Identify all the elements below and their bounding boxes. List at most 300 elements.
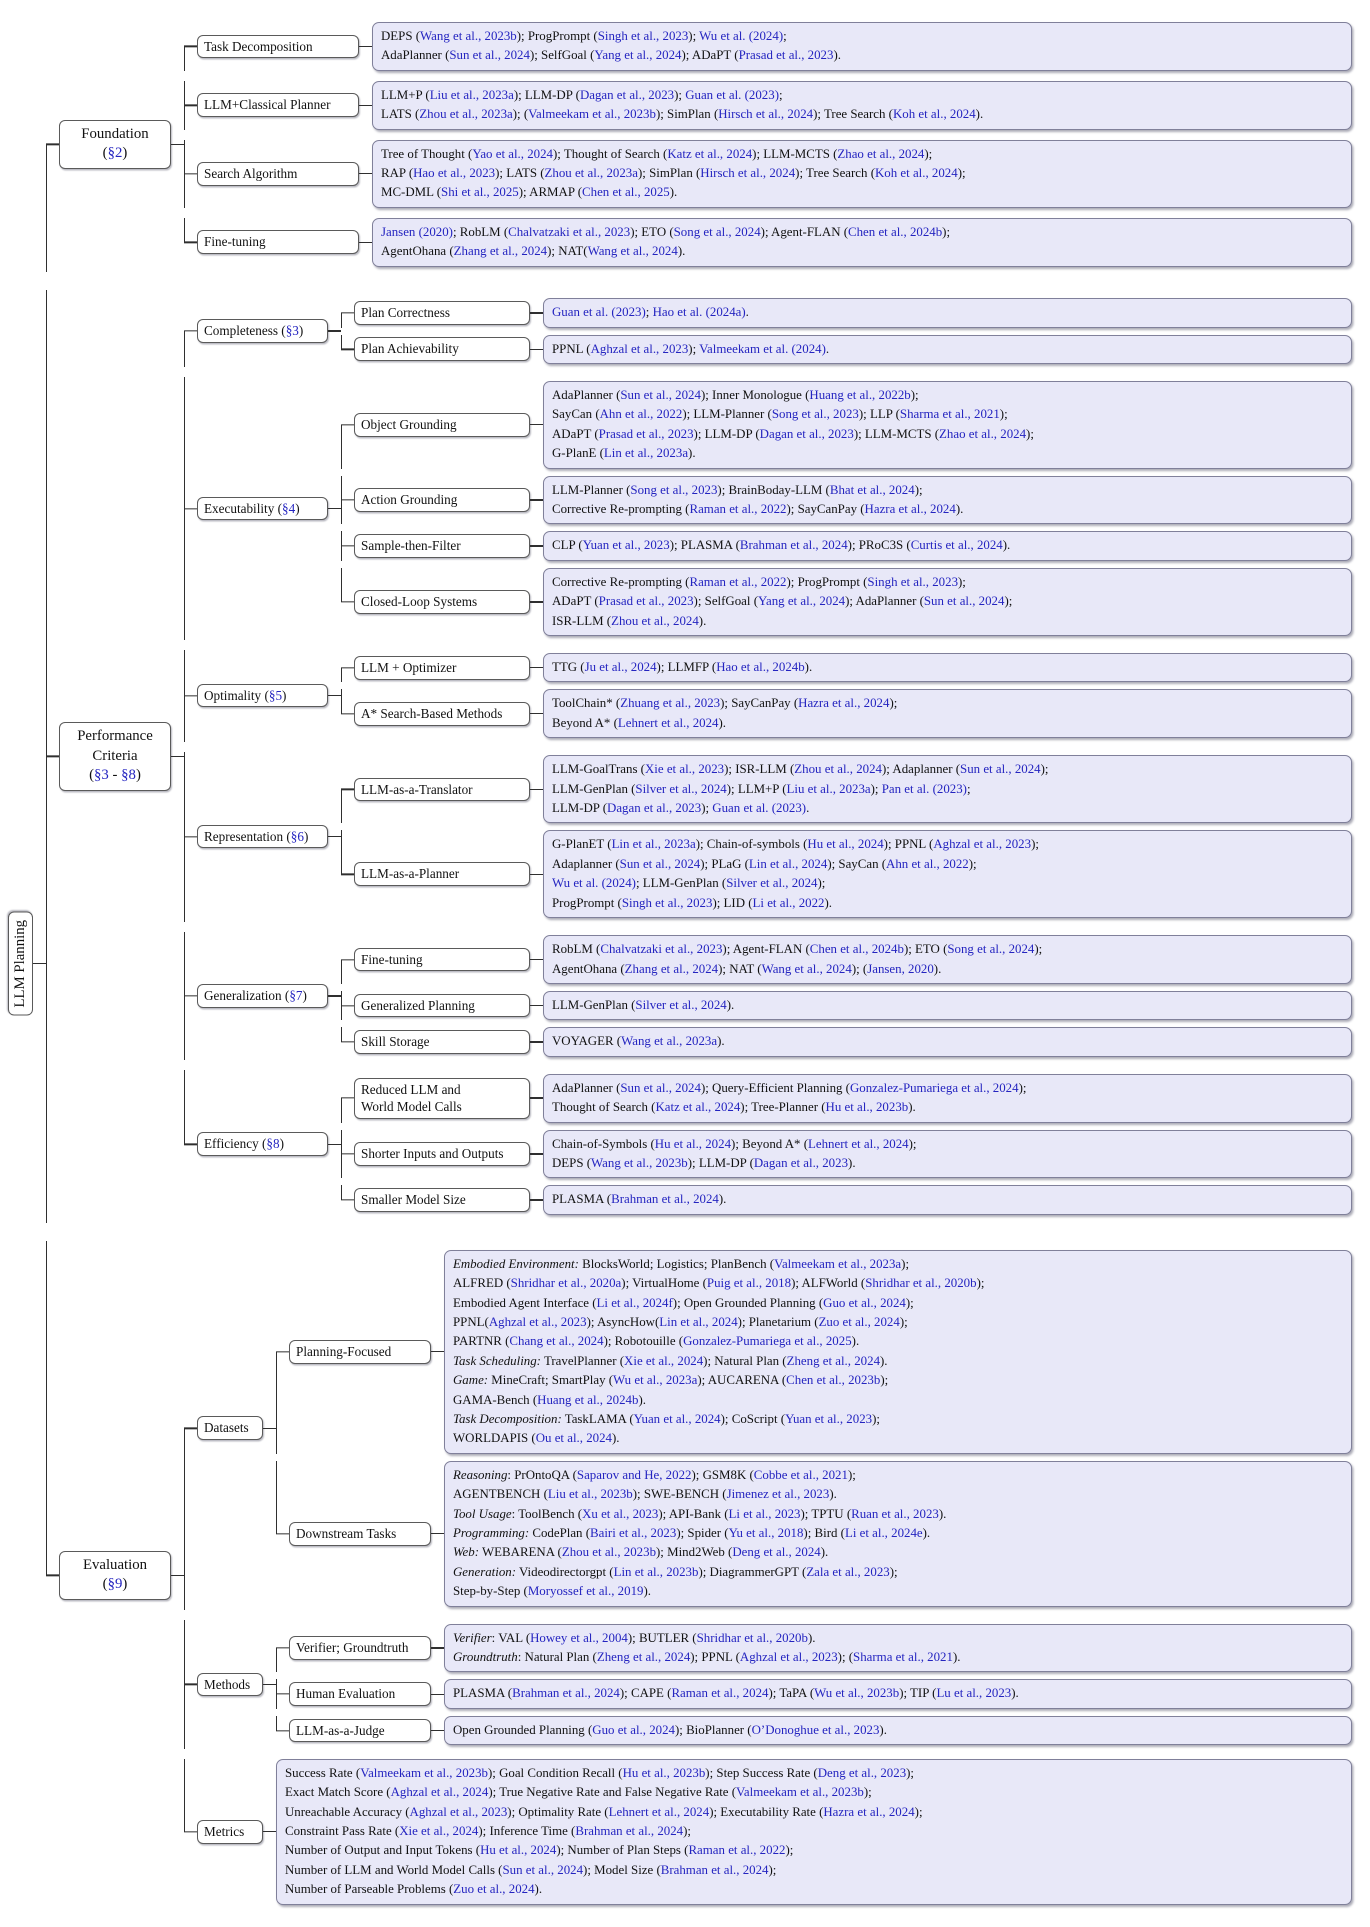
node-llm-optimizer <box>354 656 530 680</box>
citation-link[interactable]: Zhou et al., 2024 <box>794 762 883 777</box>
citation-line <box>381 46 1343 65</box>
connector-line <box>530 424 543 425</box>
plain-text: ); <box>901 1256 910 1271</box>
plain-text: ToolChain* ( <box>552 696 621 711</box>
node-shorter-inputs-and-outputs <box>354 1142 530 1166</box>
citation-link[interactable]: Katz et al., 2024 <box>667 146 753 161</box>
citation-link[interactable]: Valmeekam et al., 2023b <box>528 107 656 122</box>
branch-verifier-groundtruth <box>289 1624 1352 1673</box>
citation-link[interactable]: Huang et al., 2024b <box>537 1392 639 1407</box>
citations-action-grounding <box>543 476 1352 525</box>
plain-text: VOYAGER ( <box>552 1034 622 1049</box>
plain-text: CLP ( <box>552 538 583 553</box>
plain-text: ) <box>302 988 307 1004</box>
children-group <box>276 1620 1352 1749</box>
citation-link[interactable]: Shridhar et al., 2020a <box>510 1276 622 1291</box>
citation-line <box>552 855 1343 874</box>
tree-child <box>184 81 1352 130</box>
branch-fine-tuning <box>197 218 1352 267</box>
plain-text: ); <box>976 1276 985 1291</box>
citation-link[interactable]: Li et al., 2024e <box>844 1526 923 1541</box>
citation-link[interactable]: Yuan et al., 2023 <box>582 538 670 553</box>
citation-link[interactable]: Yang et al., 2024 <box>594 48 682 63</box>
plain-text: Shorter Inputs and Outputs <box>361 1146 504 1162</box>
category-label: Verifier <box>453 1630 492 1645</box>
plain-text: ); <box>908 1136 917 1151</box>
citation-line <box>453 1505 1343 1524</box>
citation-link[interactable]: Lehnert et al., 2024 <box>608 1804 710 1819</box>
citation-link[interactable]: Brahman et al., 2024 <box>611 1192 719 1207</box>
citation-link[interactable]: Brahman et al., 2024 <box>512 1686 620 1701</box>
citation-line <box>453 1721 1343 1740</box>
plain-text: ADaPT ( <box>552 426 599 441</box>
citation-link[interactable]: Dagan et al., 2023 <box>607 801 702 816</box>
citation-link[interactable]: Sun et al., 2024 <box>502 1862 584 1877</box>
citations-llm-classical-planner <box>372 81 1352 130</box>
node-label-line <box>204 233 352 251</box>
plain-text: : ToolBench ( <box>511 1506 583 1521</box>
citation-link[interactable]: §6 <box>290 828 304 844</box>
citation-link[interactable]: Yu et al., 2018 <box>728 1526 804 1541</box>
citation-link[interactable]: Aghzal et al., 2023 <box>739 1650 838 1665</box>
citation-link[interactable]: Zhou et al., 2023a <box>419 107 513 122</box>
citation-link[interactable]: §8 <box>121 767 136 784</box>
plain-text: Number of LLM and World Model Calls ( <box>285 1862 503 1877</box>
branch-llm-classical-planner <box>197 81 1352 130</box>
plain-text: ); AdaPlanner ( <box>845 594 924 609</box>
node-action-grounding <box>354 488 530 512</box>
citation-line <box>453 1648 1343 1667</box>
connector-line <box>530 349 543 350</box>
plain-text: Plan Correctness <box>361 305 450 321</box>
plain-text: Smaller Model Size <box>361 1192 466 1208</box>
citation-link[interactable]: Xie et al., 2024 <box>399 1824 479 1838</box>
citation-link[interactable]: Sun et al., 2024 <box>620 1080 701 1095</box>
plain-text: ( <box>102 1576 108 1593</box>
citations-llm-as-a-judge <box>444 1716 1352 1745</box>
citation-line <box>552 612 1343 631</box>
citation-link[interactable]: Chen et al., 2024b <box>848 224 943 239</box>
connector-line <box>359 173 372 174</box>
connector-line <box>530 1199 543 1200</box>
plain-text: ); Optimality Rate ( <box>507 1804 609 1819</box>
branch-plan-correctness <box>354 298 1352 327</box>
citation-link[interactable]: Lin et al., 2024 <box>659 1314 738 1329</box>
citation-link[interactable]: Curtis et al., 2024 <box>910 538 1003 553</box>
citation-link[interactable]: Dagan et al., 2023 <box>753 1155 849 1170</box>
citation-link[interactable]: Prasad et al., 2023 <box>598 594 694 609</box>
citation-link[interactable]: Chen et al., 2025 <box>582 185 670 200</box>
citation-link[interactable]: Zhao et al., 2024 <box>939 426 1027 441</box>
node-label-line <box>63 727 167 747</box>
citation-link[interactable]: Zheng et al., 2024 <box>596 1650 691 1665</box>
citation-link[interactable]: Yuan et al., 2023 <box>785 1412 873 1426</box>
citation-link[interactable]: Ahn et al., 2022 <box>886 856 969 871</box>
citation-link[interactable]: Wang et al., 2023b <box>591 1155 688 1170</box>
citation-link[interactable]: Zuo et al., 2024 <box>453 1882 535 1897</box>
plain-text: ) <box>122 1576 128 1593</box>
node-label-line <box>296 1685 424 1703</box>
plain-text: AGENTBENCH ( <box>453 1487 548 1502</box>
citations-skill-storage <box>543 1027 1352 1056</box>
plain-text: ); Open Grounded Planning ( <box>672 1295 824 1310</box>
citation-link[interactable]: Wang et al., 2024 <box>761 961 852 976</box>
citation-link[interactable]: Sun et al., 2024 <box>449 48 530 63</box>
citation-link[interactable]: Zuo et al., 2024 <box>818 1314 900 1329</box>
citation-link[interactable]: Raman et al., 2024 <box>671 1686 769 1701</box>
plain-text: ); AUCARENA ( <box>697 1373 787 1388</box>
citation-link[interactable]: Yao et al., 2024 <box>472 146 553 161</box>
node-label-line <box>361 1145 523 1163</box>
citation-link[interactable]: Zhou et al., 2023a <box>544 166 638 181</box>
citation-link[interactable]: Jimenez et al., 2023 <box>726 1487 830 1502</box>
citation-link[interactable]: Lin et al., 2024 <box>748 856 828 871</box>
citation-line <box>453 1629 1343 1648</box>
node-label-line <box>361 1191 523 1209</box>
citation-link[interactable]: Shridhar et al., 2020b <box>865 1276 977 1291</box>
connector-line <box>530 499 543 500</box>
citation-link[interactable]: Prasad et al., 2023 <box>598 426 694 441</box>
citation-line <box>552 592 1343 611</box>
citation-link[interactable]: Wu et al. (2024) <box>699 29 784 43</box>
citation-line <box>552 874 1343 893</box>
plain-text: ); NAT( <box>547 244 588 259</box>
citation-line <box>552 386 1343 405</box>
citation-link[interactable]: Hirsch et al., 2024 <box>700 166 796 181</box>
citation-line <box>381 242 1343 261</box>
tree-child <box>184 1246 1352 1610</box>
citation-line <box>552 481 1343 500</box>
citation-line <box>453 1582 1343 1601</box>
citation-link[interactable]: Zhou et al., 2023b <box>561 1545 657 1560</box>
citation-link[interactable]: Lin et al., 2023a <box>611 837 696 852</box>
plain-text: TTG ( <box>552 660 585 675</box>
node-reduced-llm-and-world-model-calls <box>354 1078 530 1119</box>
citation-link[interactable]: Song et al., 2024 <box>673 224 761 239</box>
node-label-line <box>63 747 167 767</box>
citation-link[interactable]: Raman et al., 2022 <box>689 502 787 516</box>
citation-link[interactable]: Xie et al., 2023 <box>644 762 725 777</box>
citation-link[interactable]: Gonzalez-Pumariega et al., 2024 <box>849 1080 1019 1095</box>
citation-link[interactable]: Wang et al., 2023b <box>420 29 517 43</box>
citation-link[interactable]: Raman et al., 2022 <box>689 574 787 589</box>
citation-link[interactable]: Jansen, 2020 <box>867 961 934 976</box>
citation-link[interactable]: Singh et al., 2023 <box>621 895 713 910</box>
citation-link[interactable]: Valmeekam et al., 2023a <box>774 1256 902 1271</box>
citation-link[interactable]: Sun et al., 2024 <box>923 594 1005 609</box>
branch-plan-achievability <box>354 335 1352 364</box>
citation-link[interactable]: Prasad et al., 2023 <box>738 48 834 63</box>
plain-text: ); LID ( <box>712 895 753 910</box>
citation-link[interactable]: Jansen (2020) <box>381 224 453 239</box>
citation-link[interactable]: Singh et al., 2023 <box>867 574 959 589</box>
citation-link[interactable]: Zhao et al., 2024 <box>837 146 925 161</box>
plain-text: ). <box>820 1545 829 1560</box>
citation-link[interactable]: Brahman et al., 2024 <box>739 538 848 553</box>
tree-child <box>184 140 1352 208</box>
citation-link[interactable]: O’Donoghue et al., 2023 <box>751 1722 880 1737</box>
citation-link[interactable]: Song et al., 2024 <box>947 942 1035 957</box>
citation-link[interactable]: §3 <box>285 323 299 339</box>
children-group <box>341 1070 1352 1218</box>
plain-text: ; <box>645 305 653 320</box>
citation-link[interactable]: Raman et al., 2022 <box>688 1843 786 1858</box>
citation-link[interactable]: Silver et al., 2024 <box>635 997 727 1012</box>
citation-line <box>552 573 1343 592</box>
citation-link[interactable]: Sun et al., 2024 <box>620 387 701 402</box>
citation-link[interactable]: Zhou et al., 2024 <box>611 613 699 628</box>
citation-link[interactable]: Deng et al., 2023 <box>817 1765 907 1780</box>
citation-line <box>381 183 1343 202</box>
citation-link[interactable]: Liu et al., 2023b <box>547 1487 633 1502</box>
citation-link[interactable]: §8 <box>266 1136 280 1152</box>
citation-link[interactable]: Koh et al., 2024 <box>875 166 958 181</box>
citation-link[interactable]: §4 <box>282 500 296 516</box>
citation-line <box>453 1684 1343 1703</box>
citation-link[interactable]: §9 <box>107 1576 123 1593</box>
citations-downstream-tasks <box>444 1461 1352 1607</box>
citation-link[interactable]: Guan et al. (2023) <box>685 87 779 102</box>
branch-representation-6 <box>197 752 1352 922</box>
branch-llm-as-a-judge <box>289 1716 1352 1745</box>
citation-link[interactable]: Silver et al., 2024 <box>635 781 727 796</box>
citation-link[interactable]: Hu et al., 2024 <box>480 1843 557 1858</box>
plain-text: Number of Output and Input Tokens ( <box>285 1843 481 1858</box>
citation-link[interactable]: Lu et al., 2023 <box>936 1686 1012 1701</box>
citation-link[interactable]: Aghzal et al., 2023 <box>590 341 689 356</box>
connector-line <box>171 1575 184 1576</box>
citation-link[interactable]: Aghzal et al., 2023 <box>933 837 1032 852</box>
citation-link[interactable]: §3 <box>94 767 109 784</box>
citation-link[interactable]: Yuan et al., 2024 <box>633 1412 721 1426</box>
citation-link[interactable]: Li et al., 2022 <box>752 895 825 910</box>
citation-link[interactable]: Lehnert et al., 2024 <box>617 715 719 730</box>
plain-text: ); NAT ( <box>718 961 762 976</box>
plain-text: ); True Negative Rate and False Negative Rate ( <box>488 1785 737 1800</box>
citation-link[interactable]: Katz et al., 2024 <box>655 1100 741 1115</box>
citation-line <box>552 940 1343 959</box>
plain-text: ); <box>688 341 700 356</box>
citation-link[interactable]: Hu et al., 2023b <box>622 1765 706 1780</box>
citation-link[interactable]: Ju et al., 2024 <box>584 660 657 675</box>
citation-link[interactable]: Sharma et al., 2021 <box>899 407 1000 422</box>
citation-link[interactable]: Dagan et al., 2023 <box>579 87 675 102</box>
plain-text: Unreachable Accuracy ( <box>285 1804 410 1819</box>
node-generalized-planning <box>354 994 530 1018</box>
connector-line <box>530 1005 543 1006</box>
tree-child <box>276 1624 1352 1673</box>
plain-text: ); Agent-FLAN ( <box>760 224 849 239</box>
citation-link[interactable]: Yang et al., 2024 <box>757 594 846 609</box>
citation-link[interactable]: Guo et al., 2024 <box>823 1295 906 1310</box>
citation-link[interactable]: Guan et al. (2023) <box>552 305 646 320</box>
citation-link[interactable]: Cobbe et al., 2021 <box>753 1467 848 1482</box>
plain-text: ). <box>933 961 942 976</box>
branch-llm-as-a-planner <box>354 830 1352 918</box>
citation-link[interactable]: Zhang et al., 2024 <box>453 244 548 259</box>
citation-link[interactable]: Liu et al., 2023a <box>429 87 514 102</box>
plain-text: WEBARENA ( <box>479 1545 562 1560</box>
plain-text: ); BioPlanner ( <box>674 1722 752 1737</box>
citation-link[interactable]: Zala et al., 2023 <box>806 1564 890 1579</box>
citation-link[interactable]: Wang et al., 2023a <box>621 1034 718 1049</box>
category-label: Groundtruth <box>453 1650 518 1665</box>
tree-child <box>341 1130 1352 1179</box>
plain-text: AdaPlanner ( <box>381 48 450 63</box>
citation-link[interactable]: Chen et al., 2024b <box>809 942 904 957</box>
citation-link[interactable]: Ruan et al., 2023 <box>851 1506 939 1521</box>
citations-plan-correctness <box>543 298 1352 327</box>
plain-text: ); SelfGoal ( <box>693 594 758 609</box>
plain-text: ); LLM-MCTS ( <box>853 426 940 441</box>
plain-text: ); Chain-of-symbols ( <box>695 837 808 852</box>
plain-text: PPNL( <box>453 1314 489 1329</box>
citation-link[interactable]: Valmeekam et al. (2024) <box>699 341 826 356</box>
plain-text: ); TaPA ( <box>768 1686 815 1701</box>
connector-line <box>328 330 341 331</box>
citation-line <box>453 1429 1343 1448</box>
citation-link[interactable]: Howey et al., 2004 <box>530 1630 628 1645</box>
citations-a-search-based-methods <box>543 689 1352 738</box>
plain-text: Plan Achievability <box>361 341 459 357</box>
citation-link[interactable]: Silver et al., 2024 <box>726 876 818 891</box>
children-group <box>341 377 1352 639</box>
citation-link[interactable]: Wu et al. (2024) <box>552 876 636 891</box>
citation-link[interactable]: Hu et al., 2024 <box>807 837 884 852</box>
plain-text: BlocksWorld; Logistics; PlanBench ( <box>578 1256 775 1271</box>
citation-link[interactable]: Sharma et al., 2021 <box>853 1650 953 1665</box>
plain-text: GAMA-Bench ( <box>453 1392 538 1407</box>
citation-line <box>552 799 1343 818</box>
plain-text: ); ETO ( <box>903 942 948 957</box>
plain-text: ); <box>683 1824 691 1838</box>
citation-link[interactable]: Hao et al., 2023 <box>413 166 496 181</box>
plain-text: Exact Match Score ( <box>285 1785 391 1800</box>
connector-line <box>530 713 543 714</box>
citation-link[interactable]: Hazra et al., 2024 <box>798 696 890 711</box>
citation-link[interactable]: Guan et al. (2023) <box>712 801 807 816</box>
citation-link[interactable]: Zhang et al., 2024 <box>624 961 719 976</box>
citations-task-decomposition <box>372 22 1352 71</box>
citation-link[interactable]: Bhat et al., 2024 <box>829 482 915 497</box>
citation-link[interactable]: Liu et al., 2023a <box>786 781 871 796</box>
citation-link[interactable]: Aghzal et al., 2023 <box>488 1314 587 1329</box>
connector-line <box>530 312 543 313</box>
citations-planning-focused <box>444 1250 1352 1454</box>
citation-link[interactable]: Dagan et al., 2023 <box>759 426 854 441</box>
plain-text: Videodirectorgpt ( <box>516 1564 614 1579</box>
citation-link[interactable]: Li et al., 2023 <box>728 1506 801 1521</box>
citation-link[interactable]: Wu et al., 2023a <box>613 1373 698 1388</box>
node-label-line <box>204 1823 256 1841</box>
citation-link[interactable]: Guo et al., 2024 <box>592 1722 675 1737</box>
citation-link[interactable]: Song et al., 2023 <box>771 407 859 422</box>
citation-link[interactable]: Lehnert et al., 2024 <box>808 1136 909 1151</box>
citations-plan-achievability <box>543 335 1352 364</box>
node-label-line <box>296 1639 424 1657</box>
citation-link[interactable]: Li et al., 2024f <box>596 1295 673 1310</box>
branch-closed-loop-systems <box>354 568 1352 636</box>
citation-link[interactable]: Deng et al., 2024 <box>732 1545 821 1560</box>
citation-link[interactable]: Valmeekam et al., 2023b <box>360 1765 488 1780</box>
citation-link[interactable]: Hazra et al., 2024 <box>864 502 956 516</box>
citation-link[interactable]: Moryossef et al., 2019 <box>527 1584 644 1599</box>
citation-link[interactable]: Chalvatzaki et al., 2023 <box>600 942 723 957</box>
plain-text: Step-by-Step ( <box>453 1584 528 1599</box>
citation-link[interactable]: Chen et al., 2023b <box>786 1373 881 1388</box>
citation-link[interactable]: Xu et al., 2023 <box>582 1506 659 1521</box>
node-closed-loop-systems <box>354 590 530 614</box>
citation-link[interactable]: Wang et al., 2024 <box>587 244 678 259</box>
citation-link[interactable]: Xie et al., 2024 <box>624 1353 704 1368</box>
citation-link[interactable]: Zhuang et al., 2023 <box>620 696 721 711</box>
citation-link[interactable]: Koh et al., 2024 <box>892 107 976 122</box>
node-label-line <box>296 1343 424 1361</box>
branch-object-grounding <box>354 381 1352 469</box>
plain-text: LATS ( <box>381 107 420 122</box>
citation-link[interactable]: Chalvatzaki et al., 2023 <box>508 224 631 239</box>
citation-link[interactable]: Singh et al., 2023 <box>597 29 689 43</box>
citation-link[interactable]: Gonzalez-Pumariega et al., 2025 <box>683 1334 852 1349</box>
citation-line <box>453 1255 1343 1274</box>
connector-line <box>530 601 543 602</box>
citation-link[interactable]: Brahman et al., 2024 <box>660 1862 769 1877</box>
plain-text: Sample-then-Filter <box>361 538 461 554</box>
citation-link[interactable]: Hazra et al., 2024 <box>823 1804 915 1819</box>
citation-link[interactable]: Ahn et al., 2022 <box>599 407 683 422</box>
citation-link[interactable]: Bairi et al., 2023 <box>590 1526 677 1541</box>
citation-link[interactable]: §5 <box>268 687 283 703</box>
citation-link[interactable]: Wu et al., 2023b <box>814 1686 900 1701</box>
plain-text: ). <box>718 715 726 730</box>
citation-link[interactable]: Huang et al., 2022b <box>809 387 911 402</box>
citation-link[interactable]: Hao et al., 2024b <box>716 660 805 675</box>
citation-link[interactable]: Shridhar et al., 2020b <box>696 1630 808 1645</box>
citation-link[interactable]: Aghzal et al., 2023 <box>409 1804 508 1819</box>
plain-text: ); ADaPT ( <box>681 48 739 63</box>
citation-link[interactable]: Pan et al. (2023) <box>881 781 967 796</box>
plain-text: Open Grounded Planning ( <box>453 1722 593 1737</box>
citation-link[interactable]: Hao et al. (2024a) <box>652 305 746 320</box>
citation-link[interactable]: Song et al., 2023 <box>630 482 718 497</box>
citation-link[interactable]: Shi et al., 2025 <box>441 185 519 200</box>
citation-link[interactable]: Saparov and He, 2022 <box>576 1467 692 1482</box>
citation-link[interactable]: Hu et al., 2024 <box>654 1136 732 1151</box>
citation-link[interactable]: Lin et al., 2023b <box>613 1564 699 1579</box>
plain-text: Success Rate ( <box>285 1765 361 1780</box>
citation-link[interactable]: Sun et al., 2024 <box>619 856 701 871</box>
plain-text: Efficiency ( <box>204 1136 267 1152</box>
citation-link[interactable]: Hu et al., 2023b <box>825 1100 909 1115</box>
citation-link[interactable]: Ou et al., 2024 <box>535 1431 612 1446</box>
citation-link[interactable]: Zheng et al., 2024 <box>786 1353 881 1368</box>
branch-fine-tuning <box>354 935 1352 984</box>
node-fine-tuning <box>354 948 530 972</box>
citation-link[interactable]: Valmeekam et al., 2023b <box>736 1785 864 1800</box>
node-object-grounding <box>354 413 530 437</box>
node-label-line <box>361 304 523 322</box>
citation-link[interactable]: Hirsch et al., 2024 <box>718 107 814 122</box>
citation-link[interactable]: Sun et al., 2024 <box>960 762 1041 777</box>
citation-link[interactable]: §7 <box>289 988 303 1004</box>
citation-link[interactable]: §2 <box>107 145 123 162</box>
citation-link[interactable]: Puig et al., 2018 <box>706 1276 792 1291</box>
citation-link[interactable]: Brahman et al., 2024 <box>575 1824 684 1838</box>
citation-link[interactable]: Aghzal et al., 2024 <box>390 1785 489 1800</box>
citation-line <box>552 694 1343 713</box>
citation-link[interactable]: Chang et al., 2024 <box>509 1334 604 1349</box>
citation-link[interactable]: Lin et al., 2023a <box>603 446 689 461</box>
